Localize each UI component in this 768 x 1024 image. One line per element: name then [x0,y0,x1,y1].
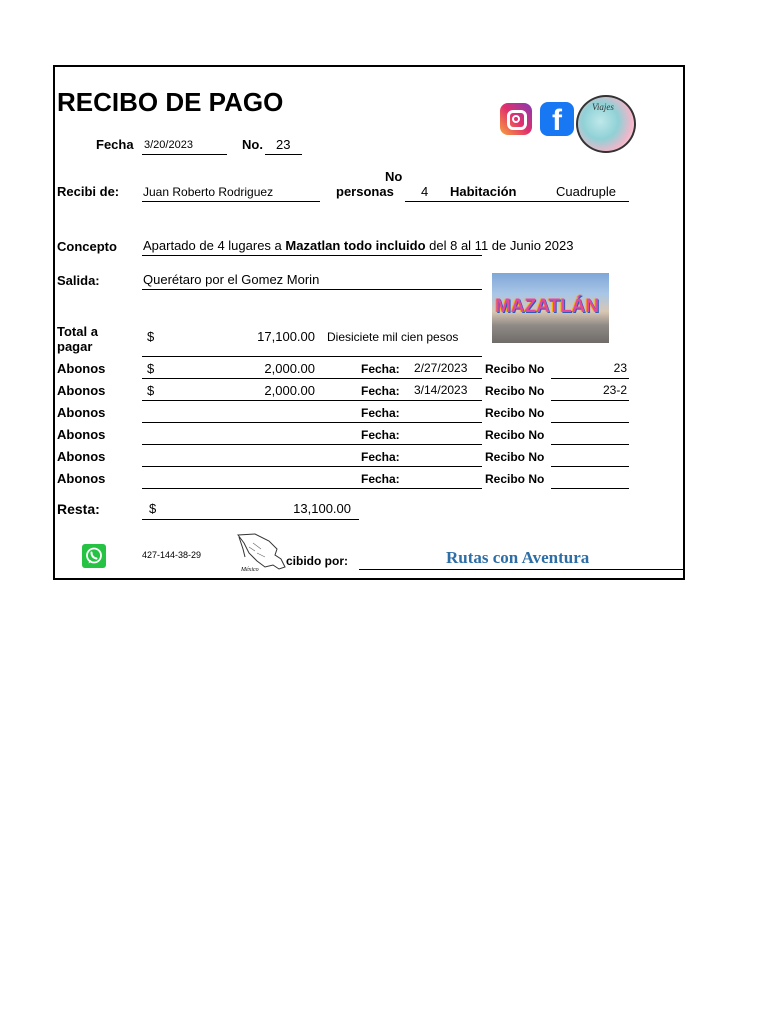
no-value: 23 [276,137,291,152]
personas-label-1: No [385,169,403,184]
concepto-text-1: Apartado de 4 lugares a [143,238,282,253]
personas-value: 4 [421,184,429,199]
abono-label: Abonos [57,449,106,464]
recibi-label: Recibi de: [57,184,120,199]
habitacion-label: Habitación [450,184,517,199]
no-label: No. [242,137,263,152]
logo-text: Viajes [592,102,614,112]
abono-amount: 2,000.00 [264,383,315,398]
total-label-2: pagar [57,339,93,354]
abono-label: Abonos [57,427,106,442]
total-currency: $ [147,329,155,344]
personas-label-2: personas [336,184,394,199]
concepto-text-bold: Mazatlan todo incluido [285,238,426,253]
abono-recibo: 23-2 [602,383,627,397]
abono-fecha: 2/27/2023 [414,361,468,375]
abono-recibo-label: Recibo No [485,362,545,376]
total-label-1: Total a [57,324,98,339]
abono-recibo-label: Recibo No [485,472,545,486]
abono-label: Abonos [57,471,106,486]
mazatlan-sign-text: MAZATLÁN [495,296,600,317]
whatsapp-icon[interactable] [82,544,106,568]
fecha-label: Fecha [96,137,134,152]
resta-amount: 13,100.00 [293,501,351,516]
receipt [53,65,685,580]
instagram-icon[interactable] [500,103,532,135]
abono-fecha-label: Fecha: [361,406,400,420]
mexico-map [235,531,287,577]
abono-recibo-label: Recibo No [485,450,545,464]
signature-text: Rutas con Aventura [446,548,590,567]
fecha-value: 3/20/2023 [144,139,193,151]
abono-label: Abonos [57,361,106,376]
abono-fecha: 3/14/2023 [414,383,468,397]
abono-fecha-label: Fecha: [361,472,400,486]
resta-currency: $ [149,501,157,516]
total-amount: 17,100.00 [257,329,315,344]
salida-value: Querétaro por el Gomez Morin [143,272,320,287]
concepto-text-2: del 8 al 11 de Junio 2023 [429,238,574,253]
abono-recibo-label: Recibo No [485,406,545,420]
abono-recibo-label: Recibo No [485,384,545,398]
mazatlan-photo [492,273,609,343]
map-caption: México [241,567,259,573]
facebook-icon[interactable]: f [540,102,574,136]
receipt-title: RECIBO DE PAGO [57,87,284,117]
abono-currency: $ [147,383,155,398]
habitacion-value: Cuadruple [556,184,616,199]
resta-label: Resta: [57,501,100,517]
abono-label: Abonos [57,405,106,420]
abono-fecha-label: Fecha: [361,428,400,442]
abono-recibo-label: Recibo No [485,428,545,442]
phone-number: 427-144-38-29 [142,550,202,560]
recibi-value: Juan Roberto Rodriguez [143,185,274,199]
abono-recibo: 23 [613,361,627,375]
recibido-label: cibido por: [286,554,348,568]
abono-fecha-label: Fecha: [361,384,400,398]
abono-fecha-label: Fecha: [361,362,400,376]
abono-label: Abonos [57,383,106,398]
abono-amount: 2,000.00 [264,361,315,376]
concepto-value [143,239,573,252]
salida-label: Salida: [57,273,100,288]
abono-fecha-label: Fecha: [361,450,400,464]
concepto-label: Concepto [57,239,117,254]
abono-currency: $ [147,361,155,376]
agency-logo [576,95,636,153]
total-words: Diesiciete mil cien pesos [327,330,459,344]
